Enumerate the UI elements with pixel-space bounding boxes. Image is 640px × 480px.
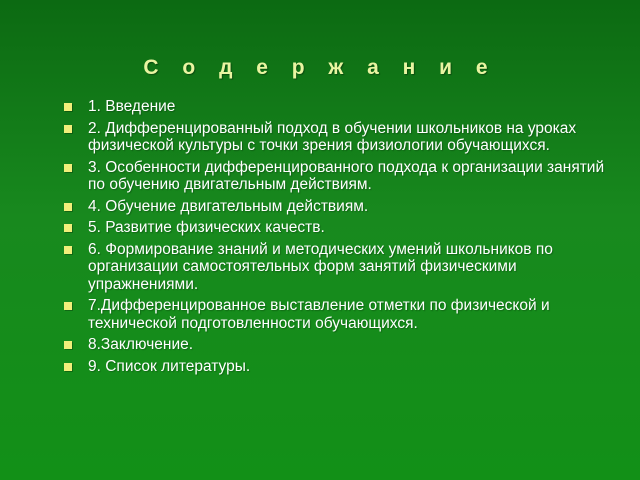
list-item-text: 3. Особенности дифференцированного подхода к организации занятий по обучению двигательным действиям. — [88, 158, 605, 193]
list-item — [62, 98, 610, 116]
list-item-text: 8.Заключение. — [88, 336, 194, 353]
list-item — [62, 241, 610, 294]
list-item — [62, 159, 610, 194]
square-bullet-icon — [64, 363, 72, 371]
list-item — [62, 336, 610, 354]
square-bullet-icon — [64, 164, 72, 172]
list-item — [62, 120, 610, 155]
square-bullet-icon — [64, 246, 72, 254]
list-item-text: 5. Развитие физических качеств. — [88, 219, 325, 236]
square-bullet-icon — [64, 224, 72, 232]
square-bullet-icon — [64, 203, 72, 211]
list-item-text: 9. Список литературы. — [88, 357, 251, 375]
square-bullet-icon — [64, 302, 72, 310]
list-item-text: 1. Введение — [88, 98, 176, 115]
table-of-contents-list — [62, 98, 610, 379]
square-bullet-icon — [64, 125, 72, 133]
list-item — [62, 198, 610, 216]
square-bullet-icon — [64, 341, 72, 349]
list-item — [62, 358, 610, 376]
square-bullet-icon — [64, 103, 72, 111]
list-item-text: 4. Обучение двигательным действиям. — [88, 197, 369, 215]
list-item-text: 2. Дифференцированный подход в обучении школьников на уроках физической культуры с точки зрения физиологии обучающихся. — [88, 119, 577, 154]
list-item-text: 7.Дифференцированное выставление отметки по физической и технической подготовленности обучающихся. — [88, 297, 550, 332]
slide-title: С о д е р ж а н и е — [143, 56, 497, 79]
list-item — [62, 297, 610, 332]
list-item-text: 6. Формирование знаний и методических умений школьников по организации самостоятельных форм занятий физическими упражнениями. — [88, 240, 553, 293]
list-item — [62, 219, 610, 237]
